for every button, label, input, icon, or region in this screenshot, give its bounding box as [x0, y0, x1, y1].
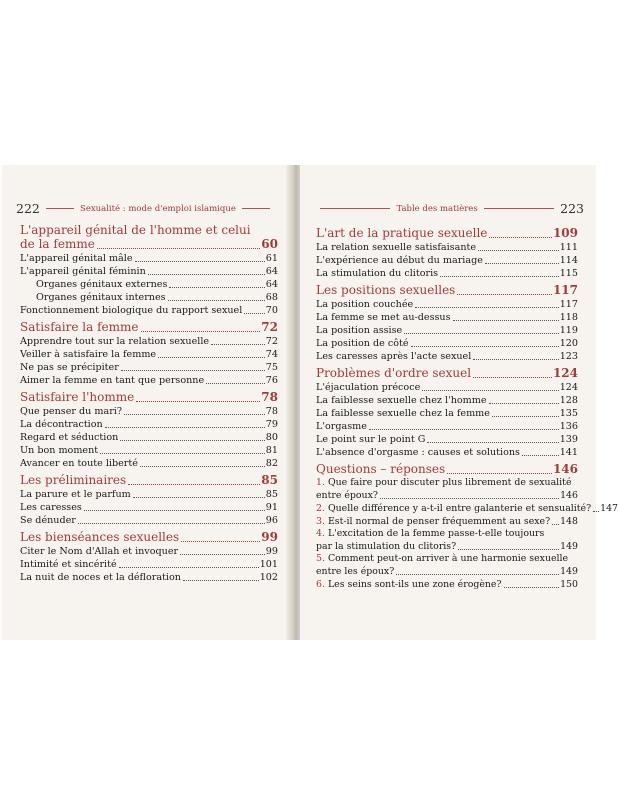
- question-text: Que faire pour discuter plus librement de sexualité: [327, 477, 572, 488]
- leader-dots: [478, 250, 559, 251]
- toc-subentry: [20, 278, 278, 291]
- question-text: entre époux?: [316, 490, 378, 501]
- leader-dots: [593, 511, 599, 512]
- toc-page-number: 120: [559, 338, 578, 349]
- toc-entry-label: Les caresses après l'acte sexuel: [316, 351, 472, 362]
- leader-dots: [78, 523, 265, 524]
- leader-dots: [181, 541, 260, 542]
- toc-entry: [20, 335, 278, 348]
- toc-page-number: 141: [559, 447, 578, 458]
- right-running-head: Table des matières: [396, 203, 478, 214]
- toc-question-label: [316, 502, 591, 515]
- header-rule: [242, 208, 270, 209]
- question-text: L'excitation de la femme passe-t-elle toujours: [327, 528, 545, 539]
- toc-page-number: 124: [552, 366, 578, 380]
- toc-entry: [316, 407, 578, 420]
- toc-page-number: 149: [560, 541, 578, 552]
- toc-entry: [316, 254, 578, 267]
- left-toc-list: [20, 223, 278, 584]
- leader-dots: [183, 580, 259, 581]
- leader-dots: [133, 497, 265, 498]
- toc-page-number: 75: [265, 362, 278, 373]
- toc-entry-label: Regard et séduction: [20, 432, 119, 443]
- toc-page-number: 102: [259, 572, 278, 583]
- toc-page-number: 68: [265, 292, 278, 303]
- question-text: Les seins sont-ils une zone érogène?: [327, 579, 502, 590]
- toc-subentry-label: Organes génitaux internes: [36, 292, 166, 303]
- toc-entry-label: Avancer en toute liberté: [20, 458, 138, 469]
- leader-dots: [206, 383, 265, 384]
- toc-question-line: [316, 528, 578, 540]
- right-header: [314, 201, 584, 216]
- toc-page-number: 70: [265, 305, 278, 316]
- toc-entry-label: Intimité et sincérité: [20, 559, 117, 570]
- leader-dots: [244, 313, 264, 314]
- toc-page-number: 149: [560, 566, 578, 577]
- toc-page-number: 60: [261, 237, 278, 251]
- toc-page-number: 150: [560, 579, 578, 590]
- question-number: 5.: [316, 553, 325, 564]
- toc-entry: [20, 405, 278, 418]
- toc-entry: [20, 265, 278, 278]
- toc-page-number: 146: [552, 462, 578, 476]
- toc-heading: [316, 226, 578, 241]
- toc-entry-label: La nuit de noces et la défloration: [20, 572, 181, 583]
- leader-dots: [141, 331, 261, 332]
- toc-page-number: 111: [559, 242, 578, 253]
- toc-entry-label: La décontraction: [20, 419, 103, 430]
- leader-dots: [411, 346, 559, 347]
- toc-page-number: 61: [265, 253, 278, 264]
- leader-dots: [504, 587, 560, 588]
- toc-entry-label: L'appareil génital mâle: [20, 253, 133, 264]
- toc-heading: [316, 366, 578, 381]
- toc-entry: [316, 446, 578, 459]
- header-rule: [46, 208, 74, 209]
- toc-entry-label: La relation sexuelle satisfaisante: [316, 242, 477, 253]
- toc-entry: [316, 350, 578, 363]
- leader-dots: [457, 294, 552, 295]
- toc-entry: [316, 381, 578, 394]
- right-page: [300, 165, 618, 640]
- toc-entry-label: La position assise: [316, 325, 403, 336]
- toc-page-number: 99: [265, 546, 278, 557]
- toc-heading-label: Questions – réponses: [316, 462, 446, 476]
- toc-entry: [20, 514, 278, 527]
- toc-entry: [316, 420, 578, 433]
- leader-dots: [148, 274, 265, 275]
- toc-page-number: 76: [265, 375, 278, 386]
- leader-dots: [120, 440, 264, 441]
- left-page: [2, 165, 290, 640]
- right-toc-list: [316, 223, 618, 591]
- toc-entry-label: La position couchée: [316, 299, 414, 310]
- toc-entry-label: L'orgasme: [316, 421, 367, 432]
- toc-entry-label: Un bon moment: [20, 445, 99, 456]
- leader-dots: [380, 498, 559, 499]
- toc-page-number: 109: [552, 226, 578, 240]
- toc-page-number: 115: [559, 268, 578, 279]
- leader-dots: [440, 276, 559, 277]
- toc-heading-label: Les positions sexuelles: [316, 283, 456, 297]
- question-number: 6.: [316, 579, 325, 590]
- question-number: 2.: [316, 503, 325, 514]
- toc-question-line: [316, 477, 578, 489]
- toc-entry-label: La stimulation du clitoris: [316, 268, 439, 279]
- leader-dots: [121, 370, 265, 371]
- leader-dots: [404, 333, 558, 334]
- leader-dots: [128, 484, 260, 485]
- toc-page-number: 119: [559, 325, 578, 336]
- toc-entry-label: La faiblesse sexuelle chez la femme: [316, 408, 490, 419]
- toc-heading-label: Les bienséances sexuelles: [20, 530, 180, 544]
- toc-entry-label: L'absence d'orgasme : causes et solutions: [316, 447, 520, 458]
- toc-entry: [316, 324, 578, 337]
- toc-entry-label: La position de côté: [316, 338, 409, 349]
- toc-heading: [20, 390, 278, 405]
- left-page-number: 222: [16, 201, 40, 216]
- question-text: Est-il normal de penser fréquemment au sexe?: [327, 516, 551, 527]
- leader-dots: [97, 248, 260, 249]
- toc-page-number: 139: [559, 434, 578, 445]
- leader-dots: [124, 414, 265, 415]
- question-text: Comment peut-on arriver à une harmonie sexuelle: [327, 553, 569, 564]
- toc-question-label: [316, 515, 550, 528]
- toc-page-number: 148: [560, 516, 578, 527]
- leader-dots: [485, 263, 559, 264]
- leader-dots: [140, 466, 265, 467]
- leader-dots: [422, 390, 558, 391]
- toc-question: [316, 489, 578, 502]
- toc-entry: [20, 418, 278, 431]
- toc-page-number: 123: [559, 351, 578, 362]
- leader-dots: [458, 549, 559, 550]
- toc-entry: [20, 545, 278, 558]
- toc-entry-label: La faiblesse sexuelle chez l'homme: [316, 395, 487, 406]
- toc-page-number: 124: [559, 382, 578, 393]
- toc-question: [316, 502, 618, 515]
- toc-page-number: 64: [265, 279, 278, 290]
- leader-dots: [180, 554, 265, 555]
- toc-entry: [20, 558, 278, 571]
- leader-dots: [158, 357, 265, 358]
- toc-entry-label: Le point sur le point G: [316, 434, 426, 445]
- toc-entry: [20, 348, 278, 361]
- toc-page-number: 135: [559, 408, 578, 419]
- toc-entry: [20, 431, 278, 444]
- toc-entry-label: Aimer la femme en tant que personne: [20, 375, 205, 386]
- toc-heading-label: Satisfaire l'homme: [20, 390, 135, 404]
- header-rule: [320, 208, 390, 209]
- leader-dots: [168, 300, 265, 301]
- toc-entry: [20, 444, 278, 457]
- toc-entry: [20, 361, 278, 374]
- toc-page-number: 117: [559, 299, 578, 310]
- leader-dots: [211, 344, 265, 345]
- toc-heading-line: L'appareil génital de l'homme et celui: [20, 223, 251, 237]
- toc-page-number: 99: [261, 530, 278, 544]
- leader-dots: [100, 453, 265, 454]
- toc-page-number: 147: [600, 503, 618, 514]
- toc-entry: [20, 374, 278, 387]
- toc-question: [316, 578, 578, 591]
- leader-dots: [136, 401, 260, 402]
- leader-dots: [492, 416, 559, 417]
- question-number: 3.: [316, 516, 325, 527]
- toc-page-number: 136: [559, 421, 578, 432]
- toc-entry: [20, 457, 278, 470]
- right-page-number: 223: [560, 201, 584, 216]
- toc-entry: [316, 311, 578, 324]
- toc-entry-label: Se dénuder: [20, 515, 76, 526]
- question-number: 1.: [316, 477, 325, 488]
- toc-entry: [316, 298, 578, 311]
- toc-page-number: 85: [261, 473, 278, 487]
- toc-entry-label: L'appareil génital féminin: [20, 266, 146, 277]
- toc-heading-label: Problèmes d'ordre sexuel: [316, 366, 472, 380]
- toc-page-number: 85: [265, 489, 278, 500]
- question-text: entre les époux?: [316, 566, 395, 577]
- toc-entry-label: L'éjaculation précoce: [316, 382, 421, 393]
- toc-heading: [20, 237, 278, 252]
- toc-entry: [316, 241, 578, 254]
- toc-entry-label: Que penser du mari?: [20, 406, 122, 417]
- toc-page-number: 78: [265, 406, 278, 417]
- toc-question-line: [316, 553, 578, 565]
- leader-dots: [447, 473, 552, 474]
- leader-dots: [453, 320, 559, 321]
- toc-question: [316, 515, 578, 528]
- toc-entry-label: La parure et le parfum: [20, 489, 131, 500]
- toc-page-number: 74: [265, 349, 278, 360]
- leader-dots: [119, 567, 259, 568]
- toc-heading-label: de la femme: [20, 237, 95, 251]
- leader-dots: [135, 261, 265, 262]
- toc-page-number: 72: [261, 320, 278, 334]
- toc-heading: [20, 530, 278, 545]
- toc-question: [316, 565, 578, 578]
- leader-dots: [415, 307, 558, 308]
- leader-dots: [84, 510, 265, 511]
- toc-page-number: 118: [559, 312, 578, 323]
- toc-entry-label: Veiller à satisfaire la femme: [20, 349, 157, 360]
- toc-heading-label: Satisfaire la femme: [20, 320, 139, 334]
- toc-entry-label: Apprendre tout sur la relation sexuelle: [20, 336, 210, 347]
- toc-heading-label: Les préliminaires: [20, 473, 127, 487]
- toc-page-number: 80: [265, 432, 278, 443]
- toc-entry: [20, 488, 278, 501]
- toc-entry-label: Citer le Nom d'Allah et invoquer: [20, 546, 179, 557]
- toc-page-number: 101: [259, 559, 278, 570]
- toc-heading: [316, 462, 578, 477]
- leader-dots: [473, 377, 552, 378]
- leader-dots: [473, 359, 558, 360]
- toc-page-number: 79: [265, 419, 278, 430]
- toc-heading: [20, 473, 278, 488]
- left-running-head: Sexualité : mode d'emploi islamique: [80, 203, 236, 214]
- toc-heading: [316, 283, 578, 298]
- toc-entry: [316, 394, 578, 407]
- toc-entry-label: Fonctionnement biologique du rapport sexuel: [20, 305, 243, 316]
- leader-dots: [105, 427, 265, 428]
- toc-page-number: 128: [559, 395, 578, 406]
- toc-entry-label: Ne pas se précipiter: [20, 362, 119, 373]
- toc-page-number: 78: [261, 390, 278, 404]
- toc-entry-label: L'expérience au début du mariage: [316, 255, 483, 266]
- toc-entry-label: La femme se met au-dessus: [316, 312, 451, 323]
- toc-page-number: 82: [265, 458, 278, 469]
- leader-dots: [489, 403, 559, 404]
- toc-entry-label: Les caresses: [20, 502, 82, 513]
- left-header: [16, 201, 276, 216]
- toc-question: [316, 540, 578, 553]
- toc-entry: [316, 267, 578, 280]
- toc-entry: [316, 337, 578, 350]
- header-rule: [484, 208, 554, 209]
- leader-dots: [522, 455, 559, 456]
- toc-page-number: 146: [560, 490, 578, 501]
- toc-entry: [20, 252, 278, 265]
- question-text: Quelle différence y a-t-il entre galanterie et sensualité?: [327, 503, 592, 514]
- toc-subentry: [20, 291, 278, 304]
- question-number: 4.: [316, 528, 325, 539]
- toc-page-number: 96: [265, 515, 278, 526]
- leader-dots: [489, 237, 552, 238]
- toc-subentry-label: Organes génitaux externes: [36, 279, 168, 290]
- toc-question-label: [316, 578, 502, 591]
- toc-heading: [20, 320, 278, 335]
- toc-entry: [20, 501, 278, 514]
- leader-dots: [552, 524, 559, 525]
- leader-dots: [396, 574, 559, 575]
- toc-page-number: 64: [265, 266, 278, 277]
- leader-dots: [427, 442, 558, 443]
- toc-entry: [20, 304, 278, 317]
- toc-heading-label: L'art de la pratique sexuelle: [316, 226, 488, 240]
- toc-page-number: 114: [559, 255, 578, 266]
- leader-dots: [169, 287, 264, 288]
- toc-page-number: 81: [265, 445, 278, 456]
- toc-page-number: 91: [265, 502, 278, 513]
- question-text: par la stimulation du clitoris?: [316, 541, 457, 552]
- leader-dots: [369, 429, 559, 430]
- toc-entry: [316, 433, 578, 446]
- toc-page-number: 72: [265, 336, 278, 347]
- toc-page-number: 117: [552, 283, 578, 297]
- toc-entry: [20, 571, 278, 584]
